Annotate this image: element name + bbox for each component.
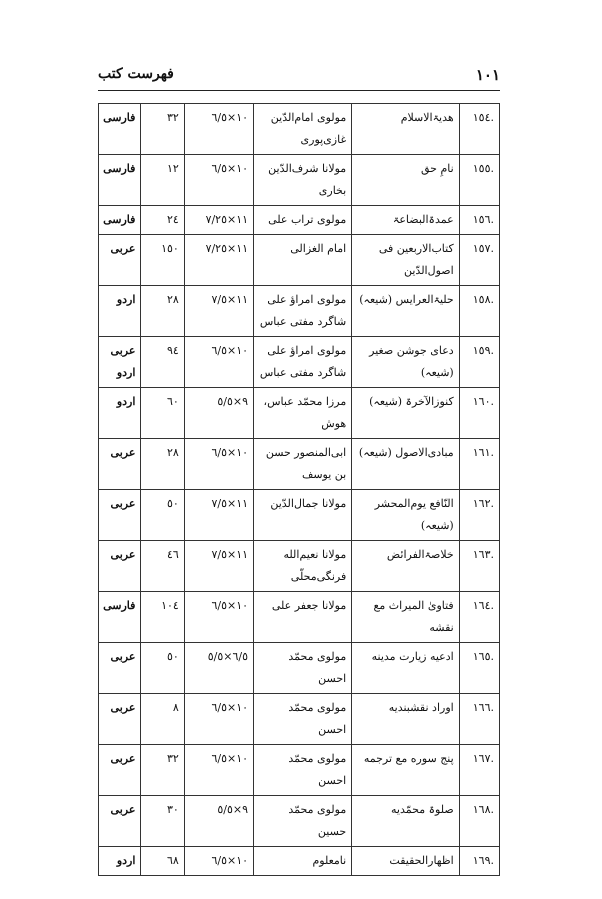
book-title: النّافع یوم‌المحشر (شیعہ) xyxy=(352,490,459,541)
book-title: نامِ حق xyxy=(352,155,459,206)
page-count: ٢٨ xyxy=(141,439,184,490)
table-row xyxy=(99,643,500,694)
book-size: ١٠×٦/٥ xyxy=(184,847,253,876)
book-size: ١١×٧/٥ xyxy=(184,286,253,337)
entry-number: .١٥٧ xyxy=(459,235,499,286)
book-author: ابی‌المنصور حسن بن یوسف xyxy=(254,439,352,490)
book-size: ١٠×٦/٥ xyxy=(184,337,253,388)
page-count: ٣٢ xyxy=(141,745,184,796)
page-count: ١٢ xyxy=(141,155,184,206)
entry-number: .١٦٦ xyxy=(459,694,499,745)
book-size: ١١×٧/٥ xyxy=(184,490,253,541)
book-title: هدیۃالاسلام xyxy=(352,104,459,155)
book-title: خلاصۃالفرائض xyxy=(352,541,459,592)
entry-number: .١٦٠ xyxy=(459,388,499,439)
book-author: مولانا نعیم‌الله فرنگی‌محلّی xyxy=(254,541,352,592)
book-author: مولانا شرف‌الدّین بخاری xyxy=(254,155,352,206)
book-language: عربی xyxy=(99,694,141,745)
book-author: مولانا جمال‌الدّین xyxy=(254,490,352,541)
book-author: مولوی امراؤ علی شاگرد مفتی عباس xyxy=(254,337,352,388)
book-language: فارسی xyxy=(99,592,141,643)
book-language: اردو xyxy=(99,286,141,337)
table-row xyxy=(99,286,500,337)
table-row xyxy=(99,235,500,286)
entry-number: .١٦١ xyxy=(459,439,499,490)
page-count: ٣٠ xyxy=(141,796,184,847)
book-size: ١١×٧/٢٥ xyxy=(184,206,253,235)
book-author: نامعلوم xyxy=(254,847,352,876)
book-language: عربی xyxy=(99,541,141,592)
page-count: ٣٢ xyxy=(141,104,184,155)
book-size: ١١×٧/٢٥ xyxy=(184,235,253,286)
book-author: مرزا محمّد عباس، هوش xyxy=(254,388,352,439)
book-language: عربی xyxy=(99,439,141,490)
book-language: عربی اردو xyxy=(99,337,141,388)
table-row xyxy=(99,439,500,490)
page-count: ٥٠ xyxy=(141,490,184,541)
page-number: ١٠١ xyxy=(475,66,500,84)
book-size: ١٠×٦/٥ xyxy=(184,104,253,155)
page-count: ٦٨ xyxy=(141,847,184,876)
page-count: ٢٨ xyxy=(141,286,184,337)
entry-number: .١٥٩ xyxy=(459,337,499,388)
book-size: ١٠×٦/٥ xyxy=(184,694,253,745)
book-title: کنوزالآخرۃ (شیعہ) xyxy=(352,388,459,439)
entry-number: .١٥٨ xyxy=(459,286,499,337)
book-language: فارسی xyxy=(99,104,141,155)
book-author: مولوی محمّد حسین xyxy=(254,796,352,847)
book-catalog-table xyxy=(98,103,500,876)
book-author: مولوی محمّد احسن xyxy=(254,643,352,694)
table-row xyxy=(99,206,500,235)
book-author: مولوی امام‌الدّین غازی‌پوری xyxy=(254,104,352,155)
book-author: امام الغزالی xyxy=(254,235,352,286)
book-size: ١٠×٦/٥ xyxy=(184,745,253,796)
book-size: ٩×٥/٥ xyxy=(184,796,253,847)
page-count: ٤٦ xyxy=(141,541,184,592)
book-language: فارسی xyxy=(99,206,141,235)
book-size: ١٠×٦/٥ xyxy=(184,439,253,490)
book-language: عربی xyxy=(99,796,141,847)
entry-number: .١٥٤ xyxy=(459,104,499,155)
table-row xyxy=(99,592,500,643)
table-row xyxy=(99,490,500,541)
book-size: ٩×٥/٥ xyxy=(184,388,253,439)
page-count: ٦٠ xyxy=(141,388,184,439)
table-row xyxy=(99,694,500,745)
book-language: عربی xyxy=(99,235,141,286)
entry-number: .١٦٨ xyxy=(459,796,499,847)
book-title: پنج سوره مع ترجمه xyxy=(352,745,459,796)
page-count: ٩٤ xyxy=(141,337,184,388)
book-title: مبادی‌الاصول (شیعہ) xyxy=(352,439,459,490)
table-row xyxy=(99,745,500,796)
book-title: عمدۃالبضاعۃ xyxy=(352,206,459,235)
running-title: فهرست کتب xyxy=(98,66,174,82)
table-row xyxy=(99,796,500,847)
book-author: مولوی امراؤ علی شاگرد مفتی عباس xyxy=(254,286,352,337)
book-title: حلیۃالعرایس (شیعہ) xyxy=(352,286,459,337)
table-row xyxy=(99,155,500,206)
table-row xyxy=(99,388,500,439)
entry-number: .١٥٦ xyxy=(459,206,499,235)
catalog-body xyxy=(99,104,500,876)
entry-number: .١٦٩ xyxy=(459,847,499,876)
page-count: ١٥٠ xyxy=(141,235,184,286)
book-size: ١٠×٦/٥ xyxy=(184,155,253,206)
book-title: صلوۃ محمّدیه xyxy=(352,796,459,847)
page-count: ١٠٤ xyxy=(141,592,184,643)
book-size: ٦/٥×٥/٥ xyxy=(184,643,253,694)
book-author: مولوی تراب علی xyxy=(254,206,352,235)
entry-number: .١٦٣ xyxy=(459,541,499,592)
table-row xyxy=(99,337,500,388)
book-author: مولانا جعفر علی xyxy=(254,592,352,643)
book-title: کتاب‌الاربعین فی اصول‌الدّین xyxy=(352,235,459,286)
table-row xyxy=(99,847,500,876)
page-count: ٢٤ xyxy=(141,206,184,235)
entry-number: .١٦٧ xyxy=(459,745,499,796)
page-count: ٥٠ xyxy=(141,643,184,694)
book-title: اظهارالحقیقت xyxy=(352,847,459,876)
book-language: عربی xyxy=(99,643,141,694)
book-language: اردو xyxy=(99,847,141,876)
book-language: فارسی xyxy=(99,155,141,206)
table-row xyxy=(99,104,500,155)
book-author: مولوی محمّد احسن xyxy=(254,694,352,745)
entry-number: .١٦٤ xyxy=(459,592,499,643)
book-language: عربی xyxy=(99,490,141,541)
book-size: ١١×٧/٥ xyxy=(184,541,253,592)
book-title: فتاویٰ المیراث مع نقشه xyxy=(352,592,459,643)
entry-number: .١٦٢ xyxy=(459,490,499,541)
page-count: ٨ xyxy=(141,694,184,745)
book-title: دعای جوشن صغیر (شیعہ) xyxy=(352,337,459,388)
book-title: اوراد نقشبندیه xyxy=(352,694,459,745)
book-language: عربی xyxy=(99,745,141,796)
book-title: ادعیه زیارت مدینه xyxy=(352,643,459,694)
entry-number: .١٥٥ xyxy=(459,155,499,206)
table-row xyxy=(99,541,500,592)
book-language: اردو xyxy=(99,388,141,439)
book-size: ١٠×٦/٥ xyxy=(184,592,253,643)
page-header xyxy=(98,60,500,91)
book-author: مولوی محمّد احسن xyxy=(254,745,352,796)
entry-number: .١٦٥ xyxy=(459,643,499,694)
